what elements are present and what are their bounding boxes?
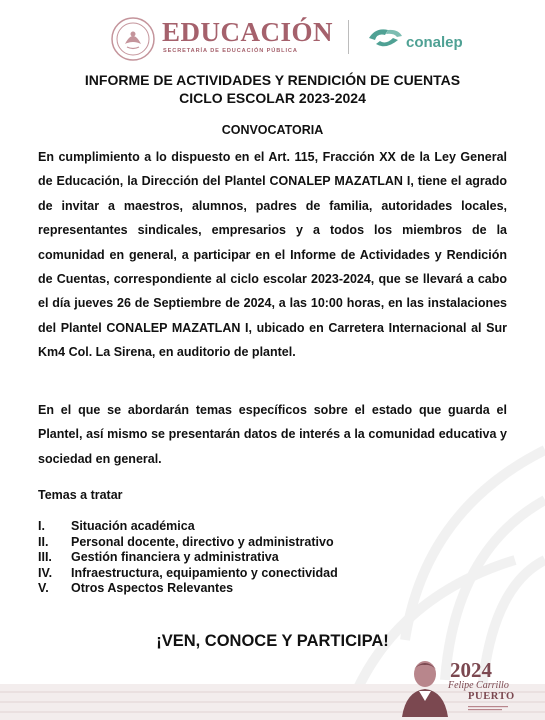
- paragraph-topics-intro: En el que se abordarán temas específicos sobre el estado que guarda el Plantel, así mismo se presentarán datos de interés a la comunidad educativa y sociedad en general.: [38, 403, 507, 466]
- topic-text: Infraestructura, equipamiento y conectividad: [71, 565, 338, 580]
- conalep-logo-icon: [366, 24, 406, 52]
- felipe-carrillo-portrait-icon: [400, 655, 450, 717]
- topic-text: Otros Aspectos Relevantes: [71, 581, 234, 596]
- topic-text: Situación académica: [71, 519, 195, 533]
- topic-number: III.: [38, 550, 52, 565]
- document-title: [20, 71, 525, 107]
- footer-name-puerto: PUERTO: [468, 691, 515, 702]
- list-item: [38, 519, 338, 535]
- header: [0, 0, 545, 66]
- topic-text: Gestión financiera y administrativa: [71, 550, 279, 565]
- topic-number: V.: [38, 581, 49, 596]
- list-item: [38, 550, 338, 566]
- logo-divider: [348, 20, 349, 54]
- topics-list: [38, 519, 338, 597]
- footer-name: Felipe Carrillo: [448, 680, 509, 691]
- closing-slogan: ¡VEN, CONOCE Y PARTICIPA!: [156, 632, 389, 650]
- topic-number: IV.: [38, 565, 53, 580]
- footer-year: 2024: [450, 658, 492, 682]
- topic-number: II.: [38, 534, 49, 549]
- title-line-2: CICLO ESCOLAR 2023-2024: [179, 90, 366, 106]
- mexican-seal-icon: [110, 16, 156, 62]
- paragraph-invitation: En cumplimiento a lo dispuesto en el Art. 115, Fracción XX de la Ley General de Educación, la Dirección del Plantel CONALEP MAZATLAN I, tiene el agrado de invitar a maestros, alumnos, padres de familia, autoridades locales, representantes sindicales, empresarios y a todos los miembros de la comunidad en general, a participar en el Informe de Actividades y Rendición de Cuentas, correspondiente al ciclo escolar 2023-2024, que se llevará a cabo el día jueves 26 de Septiembre de 2024, a las 10:00 horas, en las instalaciones del Plantel CONALEP MAZATLAN I, ubicado en Carretera Internacional al Sur Km4 Col. La Sirena, en auditorio de plantel.: [38, 150, 507, 360]
- education-logo-title: EDUCACIÓN: [162, 17, 334, 47]
- list-item: [38, 566, 338, 582]
- topics-title: Temas a tratar: [38, 488, 123, 502]
- section-heading: CONVOCATORIA: [221, 123, 324, 137]
- list-item: [38, 581, 338, 597]
- topic-text: Personal docente, directivo y administrativo: [71, 534, 334, 549]
- conalep-logo-text: conalep: [406, 34, 463, 51]
- topic-number: I.: [38, 519, 45, 533]
- footer-fine-print-icon: [468, 705, 508, 713]
- education-logo-subtitle: SECRETARÍA DE EDUCACIÓN PÚBLICA: [163, 48, 298, 54]
- title-line-1: INFORME DE ACTIVIDADES Y RENDICIÓN DE CUENTAS: [84, 72, 461, 88]
- list-item: [38, 535, 338, 551]
